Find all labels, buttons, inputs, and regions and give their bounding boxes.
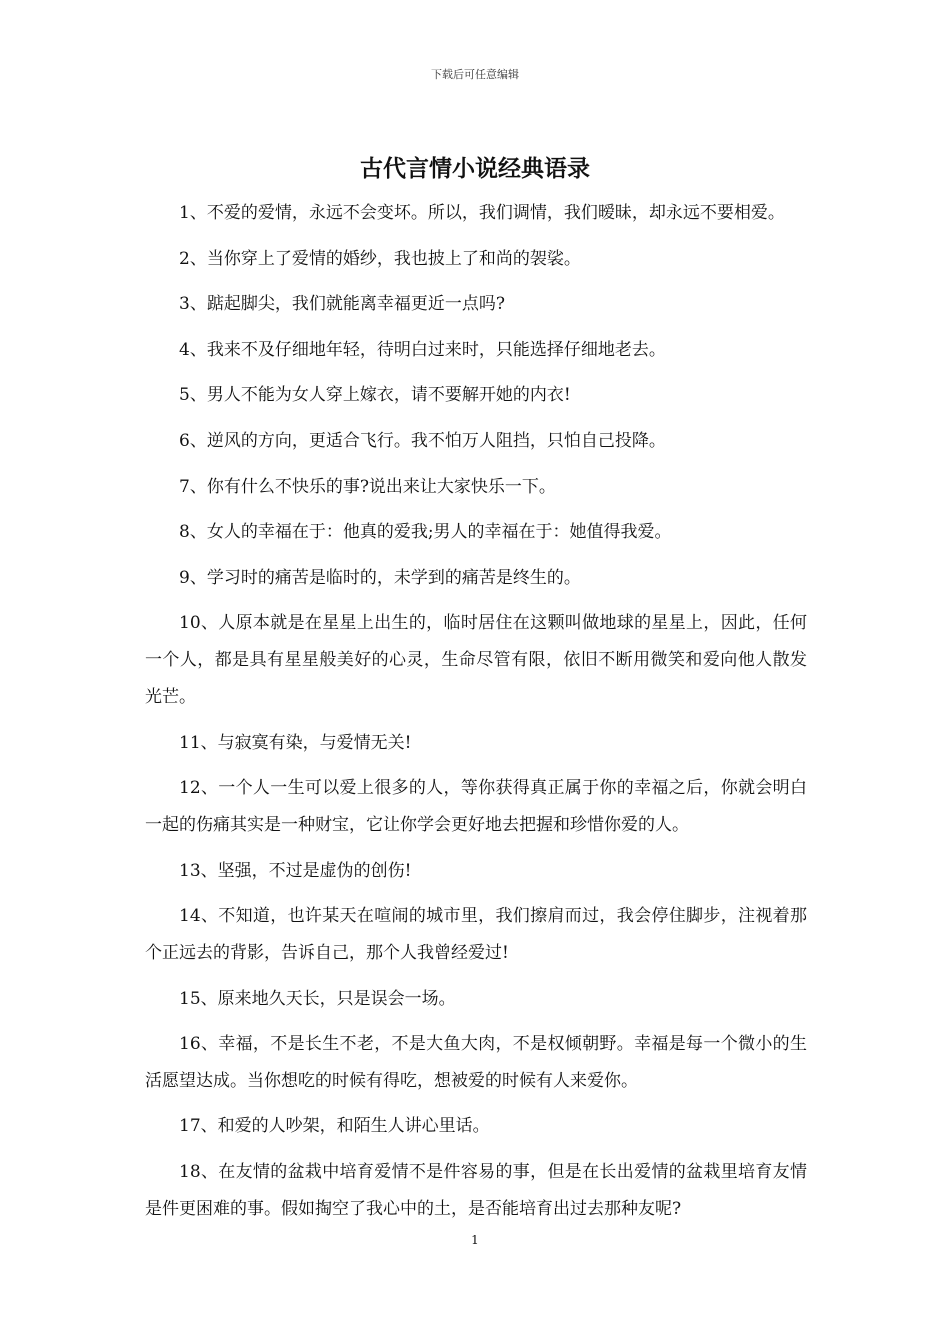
quote-item-9: 9、学习时的痛苦是临时的，未学到的痛苦是终生的。 bbox=[179, 567, 581, 588]
quote-item-4: 4、我来不及仔细地年轻，待明白过来时，只能选择仔细地老去。 bbox=[179, 339, 666, 360]
quote-item-13: 13、坚强，不过是虚伪的创伤! bbox=[179, 860, 412, 881]
quote-item-5: 5、男人不能为女人穿上嫁衣，请不要解开她的内衣! bbox=[179, 385, 571, 406]
quote-item-10: 10、人原本就是在星星上出生的，临时居住在这颗叫做地球的星星上，因此，任何一个人，都是具有星星般美好的心灵，生命尽管有限，依旧不断用微笑和爱向他人散发光芒。 bbox=[145, 613, 807, 707]
document-title: 古代言情小说经典语录 bbox=[360, 155, 590, 182]
quote-item-17: 17、和爱的人吵架，和陌生人讲心里话。 bbox=[179, 1116, 490, 1137]
page-header-note: 下载后可任意编辑 bbox=[431, 68, 519, 81]
quote-item-8: 8、女人的幸福在于：他真的爱我;男人的幸福在于：她值得我爱。 bbox=[179, 522, 672, 543]
quote-item-16: 16、幸福，不是长生不老，不是大鱼大肉，不是权倾朝野。幸福是每一个微小的生活愿望达成。当你想吃的时候有得吃，想被爱的时候有人来爱你。 bbox=[145, 1034, 807, 1091]
quote-item-2: 2、当你穿上了爱情的婚纱，我也披上了和尚的袈裟。 bbox=[179, 248, 581, 269]
quote-item-1: 1、不爱的爱情，永远不会变坏。所以，我们调情，我们暧昧，却永远不要相爱。 bbox=[179, 203, 785, 223]
quote-item-18: 18、在友情的盆栽中培育爱情不是件容易的事，但是在长出爱情的盆栽里培育友情是件更困难的事。假如掏空了我心中的土，是否能培育出过去那种友呢? bbox=[145, 1162, 807, 1219]
quote-item-3: 3、踮起脚尖，我们就能离幸福更近一点吗? bbox=[179, 294, 505, 315]
quote-item-15: 15、原来地久天长，只是误会一场。 bbox=[179, 988, 456, 1009]
page-number: 1 bbox=[471, 1233, 479, 1247]
quote-item-14: 14、不知道，也许某天在喧闹的城市里，我们擦肩而过，我会停住脚步，注视着那个正远去的背影，告诉自己，那个人我曾经爱过! bbox=[145, 906, 807, 963]
document-body bbox=[145, 195, 807, 1236]
quote-item-11: 11、与寂寞有染，与爱情无关! bbox=[179, 732, 412, 753]
quote-item-7: 7、你有什么不快乐的事?说出来让大家快乐一下。 bbox=[179, 476, 556, 497]
quote-item-6: 6、逆风的方向，更适合飞行。我不怕万人阻挡，只怕自己投降。 bbox=[179, 430, 666, 451]
quote-item-12: 12、一个人一生可以爱上很多的人，等你获得真正属于你的幸福之后，你就会明白一起的伤痛其实是一种财宝，它让你学会更好地去把握和珍惜你爱的人。 bbox=[145, 778, 807, 835]
